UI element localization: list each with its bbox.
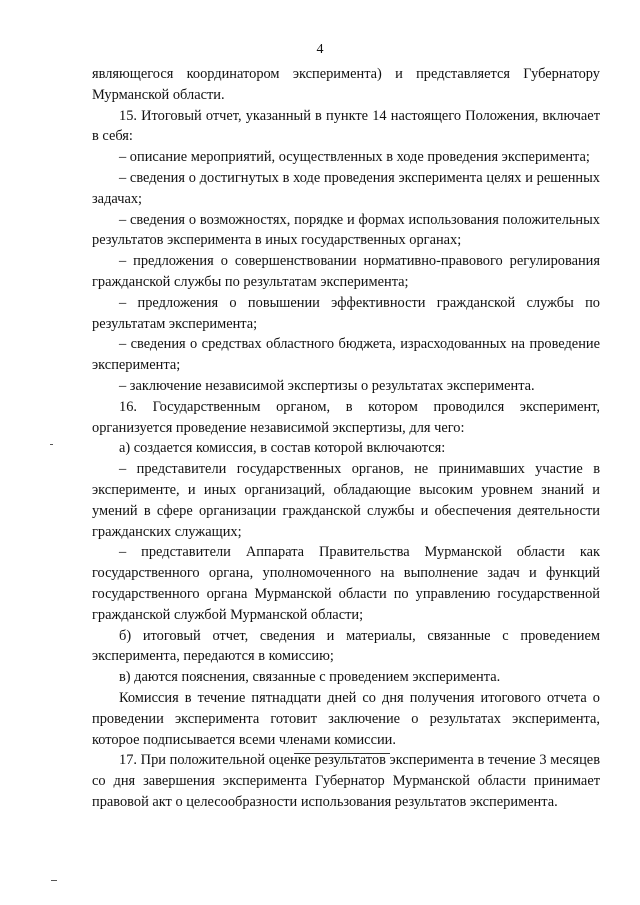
- paragraph-12: – представители Аппарата Правительства Мурманской области как государственного органа, уполномоченного на выполнение задач и функций государственного органа Мурманской области по управлению государственной гражданской службой Мурманской области;: [92, 544, 600, 623]
- paragraph-10: а) создается комиссия, в состав которой включаются:: [119, 440, 446, 457]
- paragraph-14: в) даются пояснения, связанные с проведением эксперимента.: [119, 669, 501, 686]
- page-number: 4: [316, 42, 324, 57]
- paragraph-16: 17. При положительной оценке результатов эксперимента в течение 3 месяцев со дня завершения эксперимента Губернатор Мурманской области принимает правовой акт о целесообразности использования результатов эксперимента.: [92, 752, 600, 810]
- paragraph-9: 16. Государственным органом, в котором проводился эксперимент, организуется проведение независимой экспертизы, для чего:: [92, 398, 600, 436]
- document-body: [92, 64, 600, 813]
- paragraph-3: – сведения о достигнутых в ходе проведения эксперимента целях и решенных задачах;: [92, 169, 600, 207]
- paragraph-11: – представители государственных органов, не принимавших участие в эксперименте, и иных организаций, обладающие высоким уровнем знаний и умений в сфере организации гражданской службы и обеспечения деятельности гражданских служащих;: [92, 461, 600, 540]
- paragraph-1: 15. Итоговый отчет, указанный в пункте 14 настоящего Положения, включает в себя:: [92, 107, 600, 145]
- paragraph-5: – предложения о совершенствовании нормативно-правового регулирования гражданской службы по результатам эксперимента;: [92, 253, 600, 290]
- paragraph-6: – предложения о повышении эффективности гражданской службы по результатам эксперимента;: [92, 294, 600, 332]
- paragraph-0: являющегося координатором эксперимента) и представляется Губернатору Мурманской области.: [92, 66, 600, 103]
- scan-mark: [50, 444, 53, 445]
- paragraph-4: – сведения о возможностях, порядке и формах использования положительных результатов эксперимента в иных государственных органах;: [92, 211, 600, 249]
- paragraph-7: – сведения о средствах областного бюджета, израсходованных на проведение эксперимента;: [92, 336, 600, 374]
- scan-mark: [51, 880, 57, 881]
- paragraph-13: б) итоговый отчет, сведения и материалы, связанные с проведением эксперимента, передаются в комиссию;: [92, 627, 600, 665]
- end-separator-line: [294, 753, 390, 754]
- paragraph-15: Комиссия в течение пятнадцати дней со дня получения итогового отчета о проведении эксперимента готовит заключение о результатах эксперимента, которое подписывается всеми членами комиссии.: [92, 689, 600, 748]
- paragraph-2: – описание мероприятий, осуществленных в ходе проведения эксперимента;: [119, 149, 590, 166]
- paragraph-8: – заключение независимой экспертизы о результатах эксперимента.: [119, 377, 535, 394]
